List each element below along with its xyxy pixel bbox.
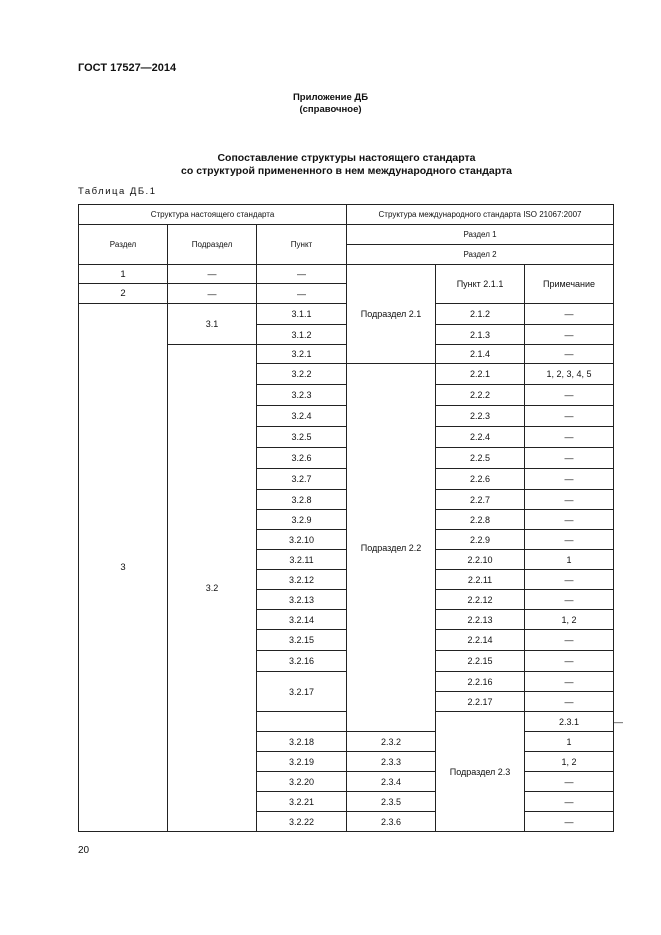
table-cell: — [168, 265, 257, 284]
table-cell: — [168, 284, 257, 304]
table-cell: 3.2.1 [257, 345, 347, 364]
table-cell: 3.2.3 [257, 385, 347, 406]
table-cell: — [525, 651, 614, 672]
table-cell: 2.2.2 [436, 385, 525, 406]
table-cell: 3.1.1 [257, 304, 347, 325]
table-cell: 2.2.5 [436, 448, 525, 469]
header-razdel-2: Раздел 2 [347, 245, 614, 265]
table-cell: 2.1.3 [436, 325, 525, 345]
header-international-structure: Структура международного стандарта ISO 21067:2007 [347, 205, 614, 225]
table-cell: 3.1.2 [257, 325, 347, 345]
table-cell: — [525, 590, 614, 610]
caption-line-2: со структурой примененного в нем международного стандарта [181, 165, 512, 177]
table-cell: 3 [79, 304, 168, 832]
appendix-title: Приложение ДБ [292, 92, 369, 103]
table-cell: 3.2 [168, 345, 257, 832]
table-cell: — [525, 304, 614, 325]
table-cell: 3.2.20 [257, 772, 347, 792]
header-national-structure: Структура настоящего стандарта [79, 205, 347, 225]
table-cell: — [525, 792, 614, 812]
table-cell: 3.2.14 [257, 610, 347, 630]
table-caption [0, 152, 661, 178]
table-cell: 3.2.19 [257, 752, 347, 772]
table-cell: 2.3.6 [347, 812, 436, 832]
table-cell: 1 [79, 265, 168, 284]
table-cell: 2.2.8 [436, 510, 525, 530]
table-cell: 2.2.4 [436, 427, 525, 448]
table-cell: — [525, 672, 614, 692]
table-cell: 3.2.22 [257, 812, 347, 832]
table-cell: 3.1 [168, 304, 257, 345]
table-cell: — [525, 325, 614, 345]
table-cell: Подраздел 2.3 [436, 712, 525, 832]
table-cell: Пункт 2.1.1 [436, 265, 525, 304]
table-cell: 3.2.4 [257, 406, 347, 427]
table-cell: 2.2.3 [436, 406, 525, 427]
table-cell: 3.2.16 [257, 651, 347, 672]
comparison-table: Структура настоящего стандарта Структура международного стандарта ISO 21067:2007 Раздел Подраздел Пункт Раздел 1 Раздел 2 1 — — Подраздел 2.1 Пункт 2.1.1 Примечание 2 — — 3 3.1 3.1.1 2.1.2 — 3.1.2 2.1.3 — 3.2 3.2.1 2.1.4 — 3.2.2 Подраздел 2.2 2.2.1 1, 2, 3, 4, 5 3.2.3 2.2.2 — 3.2.4 2.2.3 — 3.2.5 2.2.4 — 3.2.6 2.2.5 — 3.2.7 2.2.6 — 3.2.8 2.2.7 — 3.2.9 2.2.8 — 3.2.10 2.2.9 — 3.2.11 2.2.10 1 3.2.12 2.2.11 — 3.2.13 2.2.12 — 3.2.14 2.2.13 1, 2 3.2.15 2.2.14 — 3.2.16 2.2.15 — 3.2.17 2.2.16 — 2.2.17 — Подраздел 2.3 2.3.1 — 3.2.18 2.3.2 1 3.2.19 2.3.3 1, 2 3.2.20 2.3.4 — 3.2.21 2.3.5 — 3.2.22 2.3.6 — [78, 204, 614, 832]
table-cell: 3.2.8 [257, 490, 347, 510]
table-cell: 1 [525, 550, 614, 570]
table-cell: — [257, 284, 347, 304]
col-header-podrazdel: Подраздел [168, 225, 257, 265]
table-cell: 2.2.11 [436, 570, 525, 590]
caption-line-1: Сопоставление структуры настоящего стандарта [217, 152, 476, 164]
table-cell: 2.3.2 [347, 732, 436, 752]
table-cell: 3.2.17 [257, 672, 347, 712]
table-cell: 2.2.6 [436, 469, 525, 490]
table-cell: Примечание [525, 265, 614, 304]
table-cell: 2.3.4 [347, 772, 436, 792]
table-cell: 3.2.15 [257, 630, 347, 651]
table-cell: — [257, 265, 347, 284]
table-cell: Подраздел 2.1 [347, 265, 436, 364]
table-cell: 2.2.17 [436, 692, 525, 712]
table-label: Таблица ДБ.1 [78, 186, 157, 197]
table-cell: — [525, 692, 614, 712]
table-cell: 3.2.10 [257, 530, 347, 550]
header-razdel-1: Раздел 1 [347, 225, 614, 245]
table-cell: 2.3.1 [525, 712, 614, 732]
table-cell: — [525, 812, 614, 832]
table-cell: 1 [525, 732, 614, 752]
table-cell: 2.2.10 [436, 550, 525, 570]
appendix-note: (справочное) [299, 104, 362, 115]
table-cell: 2.2.9 [436, 530, 525, 550]
table-cell: 1, 2 [525, 752, 614, 772]
table-cell: — [525, 448, 614, 469]
table-cell: 2.2.1 [436, 364, 525, 385]
table-cell: 2.2.12 [436, 590, 525, 610]
table-cell: 2.3.5 [347, 792, 436, 812]
table-cell: 3.2.11 [257, 550, 347, 570]
table-cell: 2.2.14 [436, 630, 525, 651]
table-cell: — [525, 406, 614, 427]
table-cell: 3.2.21 [257, 792, 347, 812]
table-cell: — [525, 469, 614, 490]
table-cell: — [525, 385, 614, 406]
table-cell: 2.2.15 [436, 651, 525, 672]
table-cell: 1, 2, 3, 4, 5 [525, 364, 614, 385]
table-cell: 3.2.9 [257, 510, 347, 530]
table-cell: 2 [79, 284, 168, 304]
col-header-razdel: Раздел [79, 225, 168, 265]
table-cell: 3.2.12 [257, 570, 347, 590]
col-header-punkt: Пункт [257, 225, 347, 265]
table-cell: Подраздел 2.2 [347, 364, 436, 732]
table-cell: — [525, 772, 614, 792]
table-cell: 3.2.5 [257, 427, 347, 448]
table-cell: — [525, 510, 614, 530]
table-cell: 1, 2 [525, 610, 614, 630]
document-id: ГОСТ 17527—2014 [78, 62, 177, 74]
appendix-heading [0, 92, 661, 116]
table-cell: — [525, 570, 614, 590]
table-cell: — [525, 630, 614, 651]
table-cell [257, 712, 347, 732]
table-cell: — [525, 530, 614, 550]
table-cell: 2.1.2 [436, 304, 525, 325]
table-cell: 3.2.6 [257, 448, 347, 469]
table-cell: 3.2.7 [257, 469, 347, 490]
table-cell: — [525, 490, 614, 510]
table-cell: 2.1.4 [436, 345, 525, 364]
table-cell: 3.2.18 [257, 732, 347, 752]
table-cell: — [525, 345, 614, 364]
table-cell: — [525, 427, 614, 448]
page-number: 20 [78, 845, 90, 856]
table-cell: 3.2.13 [257, 590, 347, 610]
table-cell: 2.3.3 [347, 752, 436, 772]
table-cell: 3.2.2 [257, 364, 347, 385]
table-cell: 2.2.7 [436, 490, 525, 510]
table-cell: 2.2.16 [436, 672, 525, 692]
table-cell: 2.2.13 [436, 610, 525, 630]
